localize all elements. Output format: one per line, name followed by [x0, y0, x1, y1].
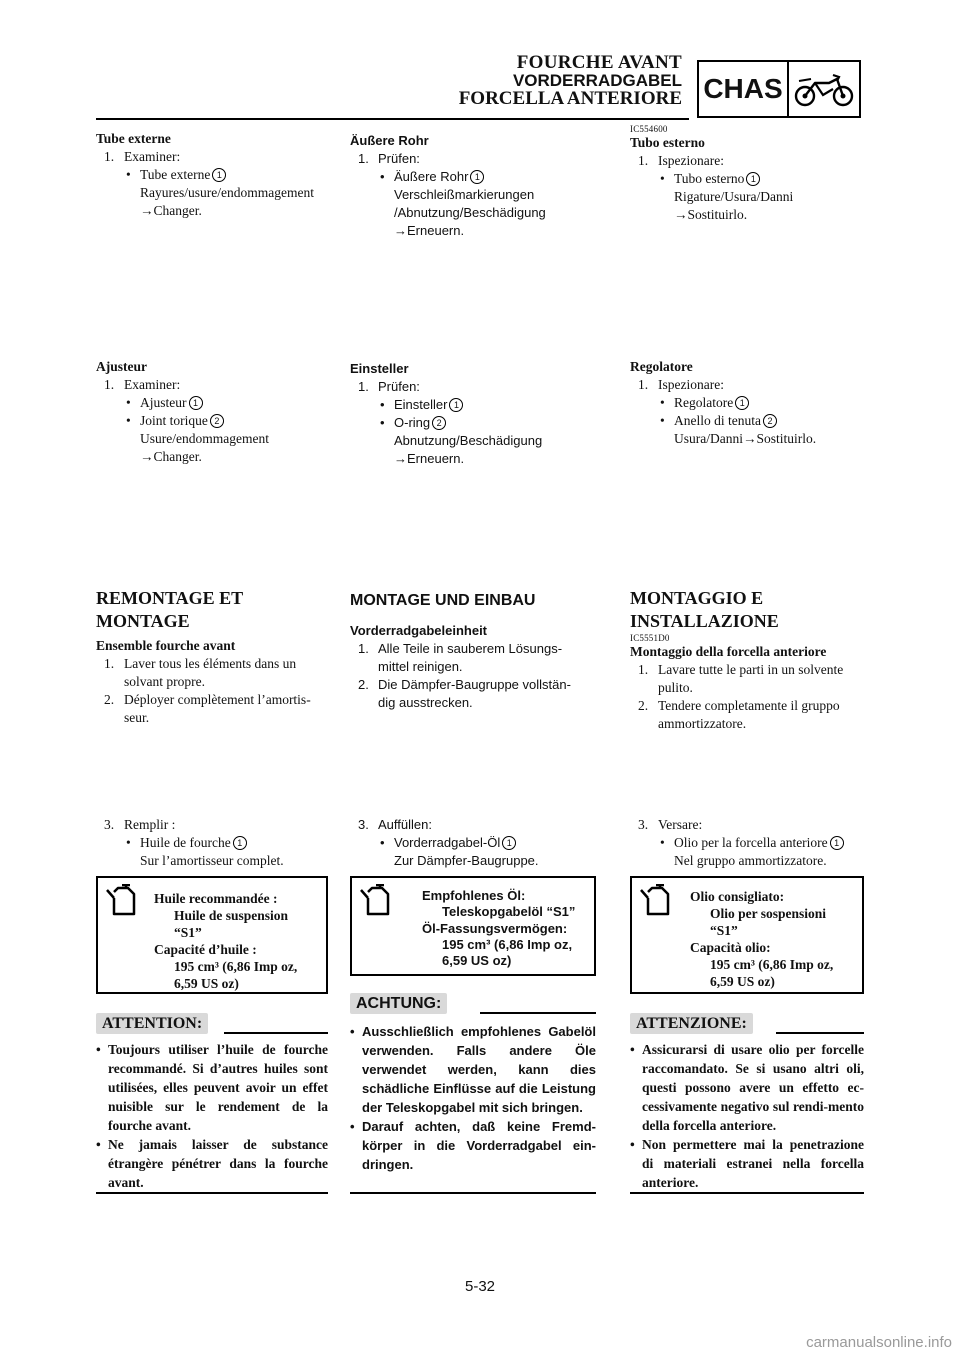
de-outer-tube-detail1: Verschleißmarkierungen [394, 187, 535, 202]
de-warning-b2: Darauf achten, daß keine Fremd-körper in die Vorderradgabel ein-dringen. [362, 1119, 596, 1172]
de-outer-tube-heading: Äußere Rohr [350, 133, 429, 148]
fr-warning-b1: Toujours utiliser l’huile de fourche recommandé. Si d’autres huiles sont utilisées, elles peuvent avoir un effet nuisible sur le rendement de la fourche avant. [108, 1042, 328, 1133]
de-fill-section [350, 816, 596, 870]
fr-outer-tube-step: Examiner: [124, 149, 181, 164]
de-adjuster-part1: Einsteller [394, 397, 448, 412]
fr-outer-tube-part: Tube externe [140, 167, 211, 182]
bullet: • [350, 1119, 355, 1134]
it-fill-part: Olio per la forcella anteriore [674, 835, 828, 850]
it-fill-step: Versare: [658, 817, 703, 832]
de-outer-tube-step: Prüfen: [378, 151, 420, 166]
de-assembly-step1a: Alle Teile in sauberem Lösungs- [378, 641, 563, 656]
it-adjuster-step: Ispezionare: [658, 377, 724, 392]
de-adjuster-step: Prüfen: [378, 379, 420, 394]
oil-can-icon [358, 884, 392, 918]
section-code: CHAS [699, 62, 789, 116]
fr-assembly-step1a: Laver tous les éléments dans un [124, 656, 297, 671]
bullet: • [126, 835, 131, 850]
fr-spec-l5: 195 cm³ (6,86 Imp oz, [174, 959, 298, 974]
fr-adjuster-part1: Ajusteur [140, 395, 187, 410]
bullet: • [660, 413, 665, 428]
step-number: 1. [358, 641, 369, 656]
de-assembly-step1b: mittel reinigen. [378, 659, 463, 674]
de-spec-l1: Empfohlenes Öl: [422, 888, 526, 903]
fr-spec-box [96, 876, 328, 994]
bullet: • [630, 1137, 635, 1152]
fr-adjuster-heading: Ajusteur [96, 359, 147, 374]
callout-1: 1 [470, 170, 484, 184]
it-outer-tube-code: IC554600 [630, 124, 668, 134]
de-outer-tube-action: →Erneuern. [394, 223, 465, 238]
it-adjuster-detail: Usura/Danni→Sostituirlo. [674, 431, 817, 446]
header-rule [96, 118, 689, 120]
de-fill-part: Vorderradgabel-Öl [394, 835, 501, 850]
header-title-it: FORCELLA ANTERIORE [458, 88, 682, 109]
step-number: 1. [638, 153, 649, 168]
fr-outer-tube-action: →Changer. [140, 203, 202, 218]
bullet: • [380, 169, 385, 184]
page-header-titles [459, 54, 682, 108]
fr-spec-l2: Huile de suspension [174, 908, 289, 923]
de-adjuster-action: →Erneuern. [394, 451, 465, 466]
step-number: 1. [104, 149, 115, 164]
step-number: 3. [104, 817, 115, 832]
fr-warning-bottom-rule [96, 1192, 328, 1194]
it-adjuster-part2: Anello di tenuta [674, 413, 761, 428]
it-assembly-section [630, 587, 864, 733]
de-adjuster-detail: Abnutzung/Beschädigung [394, 433, 543, 448]
it-assembly-step2b: ammortizzatore. [658, 716, 747, 731]
de-outer-tube-section [350, 132, 596, 240]
de-adjuster-part2: O-ring [394, 415, 431, 430]
it-spec-l5: 195 cm³ (6,86 Imp oz, [710, 957, 834, 972]
it-assembly-step1a: Lavare tutte le parti in un solvente [658, 662, 844, 677]
fr-outer-tube-heading: Tube externe [96, 131, 171, 146]
it-assembly-title2: INSTALLAZIONE [630, 611, 779, 631]
fr-assembly-step1b: solvant propre. [124, 674, 205, 689]
step-number: 2. [638, 698, 649, 713]
fr-assembly-sub: Ensemble fourche avant [96, 638, 236, 653]
fr-spec-l6: 6,59 US oz) [174, 976, 239, 991]
it-warning-body [630, 1040, 864, 1192]
de-warning-header [350, 992, 596, 1014]
de-assembly-sub: Vorderradgabeleinheit [350, 623, 488, 638]
it-warning-b2: Non permettere mai la penetrazione di materiali estranei nella forcella anteriore. [642, 1137, 864, 1190]
it-spec-l3: “S1” [710, 923, 738, 938]
bullet: • [380, 397, 385, 412]
it-adjuster-heading: Regolatore [630, 359, 693, 374]
fr-adjuster-step: Examiner: [124, 377, 181, 392]
it-outer-tube-action: →Sostituirlo. [674, 207, 748, 222]
it-fill-detail: Nel gruppo ammortizzatore. [674, 853, 827, 868]
fr-adjuster-section [96, 358, 328, 466]
it-warning-header [630, 1012, 864, 1034]
bullet: • [96, 1137, 101, 1152]
fr-assembly-step2b: seur. [124, 710, 150, 725]
de-spec-box [350, 876, 596, 976]
step-number: 3. [638, 817, 649, 832]
fr-assembly-title2: MONTAGE [96, 611, 190, 631]
callout-1: 1 [830, 836, 844, 850]
fr-adjuster-detail: Usure/endommagement [140, 431, 269, 446]
bullet: • [660, 395, 665, 410]
it-spec-l1: Olio consigliato: [690, 889, 785, 904]
bullet: • [350, 1024, 355, 1039]
fr-outer-tube-section [96, 130, 328, 220]
watermark: carmanualsonline.info [806, 1334, 952, 1351]
it-adjuster-section [630, 358, 864, 448]
de-warning-body [350, 1022, 596, 1174]
page-number: 5-32 [464, 1278, 496, 1295]
de-assembly-section [350, 589, 596, 712]
section-badge [697, 60, 861, 118]
bullet: • [126, 395, 131, 410]
callout-1: 1 [502, 836, 516, 850]
fr-warning-header [96, 1012, 328, 1034]
fr-fill-part: Huile de fourche [140, 835, 231, 850]
de-spec-l2: Teleskopgabelöl “S1” [442, 904, 576, 919]
step-number: 1. [104, 656, 115, 671]
step-number: 1. [358, 151, 369, 166]
de-outer-tube-part: Äußere Rohr [394, 169, 469, 184]
header-title-de: VORDERRADGABEL [512, 71, 682, 90]
bullet: • [126, 413, 131, 428]
it-spec-box [630, 876, 864, 994]
it-assembly-step1b: pulito. [658, 680, 693, 695]
bullet: • [96, 1042, 101, 1057]
it-assembly-sub: Montaggio della forcella anteriore [630, 644, 827, 659]
fr-adjuster-action: →Changer. [140, 449, 202, 464]
fr-spec-l3: “S1” [174, 925, 202, 940]
it-outer-tube-heading: Tubo esterno [630, 135, 705, 150]
it-fill-section [630, 816, 864, 870]
bullet: • [380, 415, 385, 430]
de-assembly-step2a: Die Dämpfer-Baugruppe vollstän- [378, 677, 571, 692]
it-warning-bottom-rule [630, 1192, 864, 1194]
it-adjuster-part1: Regolatore [674, 395, 734, 410]
bullet: • [660, 835, 665, 850]
callout-1: 1 [746, 172, 760, 186]
de-outer-tube-detail2: /Abnutzung/Beschädigung [394, 205, 546, 220]
it-spec-l6: 6,59 US oz) [710, 974, 775, 989]
oil-can-icon [104, 884, 138, 918]
fr-warning-body [96, 1040, 328, 1192]
fr-assembly-section [96, 587, 328, 727]
it-spec-l2: Olio per sospensioni [710, 906, 827, 921]
callout-1: 1 [189, 396, 203, 410]
fr-fill-step: Remplir : [124, 817, 176, 832]
de-assembly-step2b: dig ausstrecken. [378, 695, 473, 710]
de-spec-l4: 195 cm³ (6,86 Imp oz, [442, 937, 573, 952]
it-outer-tube-step: Ispezionare: [658, 153, 724, 168]
callout-2: 2 [432, 416, 446, 430]
fr-warning-label: ATTENTION: [96, 1013, 208, 1034]
de-fill-step: Auffüllen: [378, 817, 432, 832]
it-assembly-code: IC5551D0 [630, 633, 670, 643]
step-number: 1. [358, 379, 369, 394]
step-number: 3. [358, 817, 369, 832]
de-warning-bottom-rule [350, 1192, 596, 1194]
it-warning-b1: Assicurarsi di usare olio per forcelle raccomandato. Se si usano altri oli, questi possono avere un effetto ec-cessivamente negativo sul rendi-mento della forcella anteriore. [642, 1042, 864, 1133]
callout-1: 1 [212, 168, 226, 182]
de-adjuster-heading: Einsteller [350, 361, 409, 376]
fr-adjuster-part2: Joint torique [140, 413, 208, 428]
it-assembly-step2a: Tendere completamente il gruppo [658, 698, 840, 713]
it-outer-tube-detail: Rigature/Usura/Danni [674, 189, 794, 204]
de-assembly-title: MONTAGE UND EINBAU [350, 592, 536, 609]
motorcycle-icon [789, 62, 859, 116]
fr-warning-b2: Ne jamais laisser de substance étrangère pénétrer dans la fourche avant. [108, 1137, 328, 1190]
de-spec-l5: 6,59 US oz) [442, 953, 512, 968]
it-warning-label: ATTENZIONE: [630, 1013, 753, 1034]
bullet: • [660, 171, 665, 186]
it-assembly-title1: MONTAGGIO E [630, 588, 764, 608]
it-outer-tube-section [630, 124, 864, 224]
oil-can-icon [638, 884, 672, 918]
header-title-fr: FOURCHE AVANT [516, 52, 682, 73]
callout-1: 1 [735, 396, 749, 410]
bullet: • [630, 1042, 635, 1057]
bullet: • [126, 167, 131, 182]
step-number: 2. [358, 677, 369, 692]
fr-outer-tube-detail: Rayures/usure/endommagement [140, 185, 314, 200]
it-spec-l4: Capacità olio: [690, 940, 771, 955]
fr-assembly-step2a: Déployer complètement l’amortis- [124, 692, 311, 707]
callout-2: 2 [763, 414, 777, 428]
it-outer-tube-part: Tubo esterno [674, 171, 745, 186]
de-adjuster-section [350, 360, 596, 468]
fr-spec-l1: Huile recommandée : [154, 891, 278, 906]
fr-fill-section [96, 816, 328, 870]
de-warning-b1: Ausschließlich empfohlenes Gabelöl verwenden. Falls andere Öle verwendet werden, kann dies schädliche Einflüsse auf die Leistung der Teleskopgabel mit sich bringen. [362, 1024, 596, 1115]
step-number: 1. [104, 377, 115, 392]
de-spec-l3: Öl-Fassungsvermögen: [422, 921, 568, 936]
callout-1: 1 [233, 836, 247, 850]
step-number: 1. [638, 377, 649, 392]
callout-1: 1 [449, 398, 463, 412]
fr-fill-detail: Sur l’amortisseur complet. [140, 853, 284, 868]
fr-spec-l4: Capacité d’huile : [154, 942, 257, 957]
de-fill-detail: Zur Dämpfer-Baugruppe. [394, 853, 539, 868]
callout-2: 2 [210, 414, 224, 428]
de-warning-label: ACHTUNG: [350, 993, 447, 1014]
step-number: 1. [638, 662, 649, 677]
bullet: • [380, 835, 385, 850]
fr-assembly-title1: REMONTAGE ET [96, 588, 244, 608]
step-number: 2. [104, 692, 115, 707]
